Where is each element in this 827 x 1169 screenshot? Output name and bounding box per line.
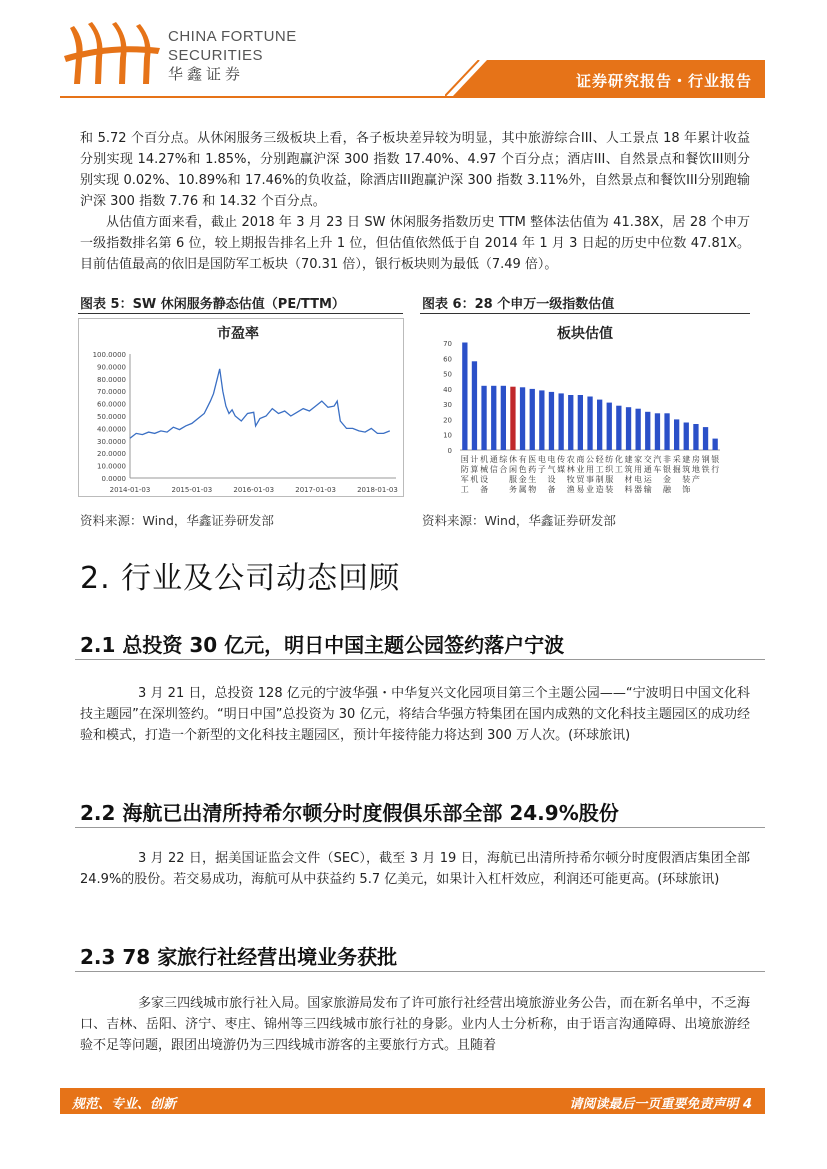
chart-title: 板块估值 <box>557 326 613 342</box>
category-label-建筑材料: 筑 <box>624 465 633 474</box>
section-2-2-body: 3 月 22 日，据美国证监会文件（SEC），截至 3 月 19 日，海航已出清所持希尔顿分时度假酒店集团全部 24.9%的股份。若交易成功，海航可从中获益约 5.7 亿美元，如果计入杠杆效应，利润还可能更高。(环球旅讯) <box>80 851 750 887</box>
figure6-source: 资料来源：Wind，华鑫证券研发部 <box>422 513 616 528</box>
category-label-交通运输: 输 <box>643 485 652 494</box>
category-label-有色金属: 有 <box>518 455 527 464</box>
category-label-纺织服装: 装 <box>605 485 614 494</box>
category-label-机械设备: 械 <box>480 465 489 474</box>
category-label-电气设备: 备 <box>547 485 556 494</box>
y-tick-label: 90.0000 <box>97 363 126 372</box>
category-label-建筑装饰: 饰 <box>682 485 691 494</box>
chart-title: 市盈率 <box>217 326 259 342</box>
category-label-休闲服务: 服 <box>509 475 517 484</box>
category-label-公用事业: 用 <box>586 465 594 474</box>
company-name-en-line2: SECURITIES <box>168 47 264 64</box>
category-label-银行: 行 <box>711 465 720 474</box>
category-label-传媒: 媒 <box>557 465 566 474</box>
section-2-3-rule <box>75 971 765 972</box>
bar-电气设备 <box>549 392 554 450</box>
y-tick-label: 50 <box>443 370 452 379</box>
category-label-家用电器: 家 <box>634 455 643 464</box>
bar-机械设备 <box>481 386 486 450</box>
category-label-轻工制造: 轻 <box>595 455 604 464</box>
bar-计算机 <box>472 361 477 450</box>
bar-房地产 <box>693 424 698 450</box>
index-valuation-bar-chart <box>420 318 750 508</box>
category-label-建筑材料: 料 <box>624 485 633 494</box>
category-label-通信: 通 <box>489 455 498 464</box>
category-label-银行: 银 <box>711 455 720 464</box>
footer-disclaimer-page: 请阅读最后一页重要免责声明 4 <box>569 1097 752 1112</box>
bar-商业贸易 <box>578 395 583 450</box>
category-label-非银金融: 金 <box>663 475 671 484</box>
y-tick-label: 10.0000 <box>97 462 126 471</box>
category-label-公用事业: 公 <box>586 455 594 464</box>
category-label-电子: 子 <box>537 465 546 474</box>
bar-家用电器 <box>636 409 641 450</box>
category-label-化工: 化 <box>614 455 623 464</box>
category-label-机械设备: 备 <box>480 485 489 494</box>
bar-采掘 <box>674 419 679 450</box>
category-label-机械设备: 设 <box>480 475 489 484</box>
company-name <box>168 27 297 84</box>
category-label-有色金属: 属 <box>518 485 527 494</box>
category-label-国防军工: 防 <box>460 465 469 474</box>
bar-医药生物 <box>530 389 535 450</box>
y-tick-label: 20.0000 <box>97 450 126 459</box>
category-label-家用电器: 电 <box>634 475 643 484</box>
section-2-3-heading: 2.3 78 家旅行社经营出境业务获批 <box>80 945 398 969</box>
category-label-休闲服务: 休 <box>509 455 517 464</box>
figure6-caption: 图表 6：28 个申万一级指数估值 <box>422 297 615 312</box>
category-label-建筑装饰: 装 <box>682 475 691 484</box>
category-label-汽车: 汽 <box>653 455 662 464</box>
category-label-钢铁: 钢 <box>701 455 710 464</box>
category-label-电气设备: 电 <box>547 455 556 464</box>
section-2-2-heading: 2.2 海航已出清所持希尔顿分时度假俱乐部全部 24.9%股份 <box>80 801 619 825</box>
bar-建筑装饰 <box>684 423 689 451</box>
category-label-计算机: 算 <box>470 465 479 474</box>
category-label-计算机: 机 <box>470 475 479 484</box>
category-label-通信: 信 <box>489 465 498 474</box>
series-line-SW休闲服务 <box>130 369 390 438</box>
category-label-纺织服装: 纺 <box>605 455 614 464</box>
category-label-轻工制造: 制 <box>595 475 604 484</box>
category-label-汽车: 车 <box>653 465 662 474</box>
category-label-非银金融: 融 <box>663 485 671 494</box>
category-label-休闲服务: 闲 <box>509 465 517 474</box>
bar-汽车 <box>655 413 660 450</box>
category-label-家用电器: 用 <box>634 465 643 474</box>
category-label-纺织服装: 织 <box>605 465 614 474</box>
header-rule <box>60 96 765 98</box>
figure5-caption-rule <box>78 313 403 314</box>
category-label-房地产: 地 <box>691 465 700 474</box>
category-label-电气设备: 气 <box>547 465 556 474</box>
category-label-有色金属: 金 <box>518 475 527 484</box>
section-2-2-rule <box>75 827 765 828</box>
y-tick-label: 40.0000 <box>97 425 126 434</box>
category-label-交通运输: 交 <box>643 455 652 464</box>
bar-钢铁 <box>703 427 708 450</box>
y-tick-label: 20 <box>443 416 452 425</box>
category-label-医药生物: 物 <box>528 485 537 494</box>
category-label-国防军工: 国 <box>460 455 469 464</box>
category-label-商业贸易: 易 <box>576 485 585 494</box>
figure5-source: 资料来源：Wind，华鑫证券研发部 <box>80 513 274 528</box>
chart-frame <box>79 319 404 497</box>
category-label-房地产: 产 <box>691 475 700 484</box>
category-label-休闲服务: 务 <box>509 485 517 494</box>
y-tick-label: 70.0000 <box>97 388 126 397</box>
category-label-化工: 工 <box>614 465 623 474</box>
category-label-国防军工: 军 <box>460 475 469 484</box>
category-label-钢铁: 铁 <box>701 465 710 474</box>
category-label-电气设备: 设 <box>547 475 556 484</box>
category-label-非银金融: 银 <box>663 465 671 474</box>
category-label-非银金融: 非 <box>663 455 671 464</box>
bar-通信 <box>491 386 496 450</box>
bar-有色金属 <box>520 387 525 450</box>
category-label-建筑材料: 材 <box>624 475 633 484</box>
bar-银行 <box>713 439 718 450</box>
category-label-传媒: 传 <box>557 455 566 464</box>
y-tick-label: 70 <box>443 340 452 348</box>
figure5-caption: 图表 5：SW 休闲服务静态估值（PE/TTM） <box>80 297 345 312</box>
bar-交通运输 <box>645 412 650 450</box>
category-label-采掘: 采 <box>672 455 681 464</box>
category-label-综合: 综 <box>499 455 508 464</box>
category-label-机械设备: 机 <box>480 455 489 464</box>
category-label-公用事业: 事 <box>586 475 594 484</box>
category-label-建筑装饰: 建 <box>682 455 691 464</box>
footer-slogan: 规范、专业、创新 <box>72 1097 177 1112</box>
y-tick-label: 60 <box>443 355 452 364</box>
bar-农林牧渔 <box>568 395 573 450</box>
y-tick-label: 100.0000 <box>92 351 126 359</box>
category-label-纺织服装: 服 <box>605 475 614 484</box>
y-tick-label: 60.0000 <box>97 400 126 409</box>
category-label-公用事业: 业 <box>586 485 594 494</box>
y-tick-label: 40 <box>443 385 452 394</box>
category-label-家用电器: 器 <box>634 485 643 494</box>
section-2-heading: 2. 行业及公司动态回顾 <box>80 561 401 596</box>
y-tick-label: 0.0000 <box>101 475 126 483</box>
pe-ttm-line-chart <box>78 318 408 508</box>
bar-化工 <box>616 406 621 450</box>
x-tick-label: 2018-01-03 <box>357 486 398 494</box>
y-tick-label: 0 <box>447 447 452 455</box>
company-name-en-line1: CHINA FORTUNE <box>168 28 297 45</box>
intro-paragraph-2: 从估值方面来看，截止 2018 年 3 月 23 日 SW 休闲服务指数历史 TTM 整体法估值为 41.38X，居 28 个申万一级指数排名第 6 位，较上期报告排名上升 1 位，但估值依然低于自 2014 年 1 月 3 日起的历史中位数 47.81X。目前估值最高的依旧是国防军工板块（70.31 倍），银行板块则为最低（7.49 倍）。 <box>80 215 750 272</box>
section-2-3-body: 多家三四线城市旅行社入局。国家旅游局发布了许可旅行社经营出境旅游业务公告，而在新名单中，不乏海口、吉林、岳阳、济宁、枣庄、锦州等三四线城市旅行社的身影。业内人士分析称，由于语言沟通障碍、出境旅游经验不足等问题，跟团出境游仍为三四线城市游客的主要旅行方式。且随着 <box>80 996 750 1053</box>
category-label-农林牧渔: 农 <box>566 455 575 464</box>
bar-建筑材料 <box>626 407 631 450</box>
x-tick-label: 2015-01-03 <box>171 486 213 494</box>
y-tick-label: 30 <box>443 401 452 410</box>
category-label-采掘: 掘 <box>672 465 681 474</box>
figure6-caption-rule <box>420 313 750 314</box>
bar-传媒 <box>559 393 564 450</box>
category-label-轻工制造: 工 <box>595 465 604 474</box>
company-name-cn: 华鑫证券 <box>168 66 245 83</box>
y-tick-label: 50.0000 <box>97 413 126 421</box>
bar-纺织服装 <box>607 403 612 450</box>
category-label-商业贸易: 商 <box>576 455 585 464</box>
category-label-农林牧渔: 林 <box>566 465 575 474</box>
category-label-电子: 电 <box>537 455 546 464</box>
bar-非银金融 <box>664 413 669 450</box>
bar-轻工制造 <box>597 400 602 450</box>
x-tick-label: 2016-01-03 <box>233 486 275 494</box>
section-2-1-rule <box>75 659 765 660</box>
category-label-建筑装饰: 筑 <box>682 465 691 474</box>
company-logo-icon <box>60 18 165 88</box>
category-label-国防军工: 工 <box>460 485 469 494</box>
bar-综合 <box>501 386 506 450</box>
y-tick-label: 80.0000 <box>97 375 126 384</box>
category-label-医药生物: 生 <box>528 475 537 484</box>
category-label-医药生物: 药 <box>528 465 537 474</box>
bar-公用事业 <box>587 397 592 451</box>
category-label-轻工制造: 造 <box>595 485 604 494</box>
category-label-农林牧渔: 渔 <box>566 485 575 494</box>
section-2-1-heading: 2.1 总投资 30 亿元，明日中国主题公园签约落户宁波 <box>80 633 565 657</box>
category-label-农林牧渔: 牧 <box>566 475 575 484</box>
category-label-房地产: 房 <box>691 455 700 464</box>
report-type-label: 证券研究报告・行业报告 <box>575 72 752 90</box>
category-label-交通运输: 运 <box>643 475 652 484</box>
category-label-商业贸易: 贸 <box>576 475 585 484</box>
y-tick-label: 30.0000 <box>97 437 126 446</box>
intro-paragraph-1: 和 5.72 个百分点。从休闲服务三级板块上看，各子板块差异较为明显，其中旅游综合III、人工景点 18 年累计收益分别实现 14.27%和 1.85%，分别跑赢沪深 300 指数 17.40%、4.97 个百分点；酒店III、自然景点和餐饮III则分别实现 0.02%、10.89%和 17.46%的负收益，除酒店III跑赢沪深 300 指数 3.11%外，自然景点和餐饮III分别跑输沪深 300 指数 7.76 和 14.32 个百分点。 <box>80 131 750 209</box>
bar-休闲服务 <box>510 387 515 450</box>
bar-电子 <box>539 390 544 450</box>
category-label-有色金属: 色 <box>518 465 527 474</box>
y-tick-label: 10 <box>443 431 452 440</box>
section-2-1-body: 3 月 21 日，总投资 128 亿元的宁波华强・中华复兴文化园项目第三个主题公园——“宁波明日中国文化科技主题园”在深圳签约。“明日中国”总投资为 30 亿元，将结合华强方特集团在国内成熟的文化科技主题园区的成功经验和模式，打造一个新型的文化科技主题园区，预计年接待能力将达到 300 万人次。(环球旅讯) <box>80 686 750 743</box>
category-label-综合: 合 <box>499 465 508 474</box>
category-label-交通运输: 通 <box>643 465 652 474</box>
bar-国防军工 <box>462 343 467 451</box>
category-label-建筑材料: 建 <box>624 455 633 464</box>
category-label-医药生物: 医 <box>528 455 537 464</box>
category-label-计算机: 计 <box>470 455 479 464</box>
x-tick-label: 2014-01-03 <box>109 486 151 494</box>
category-label-商业贸易: 业 <box>576 465 585 474</box>
x-tick-label: 2017-01-03 <box>295 486 336 494</box>
